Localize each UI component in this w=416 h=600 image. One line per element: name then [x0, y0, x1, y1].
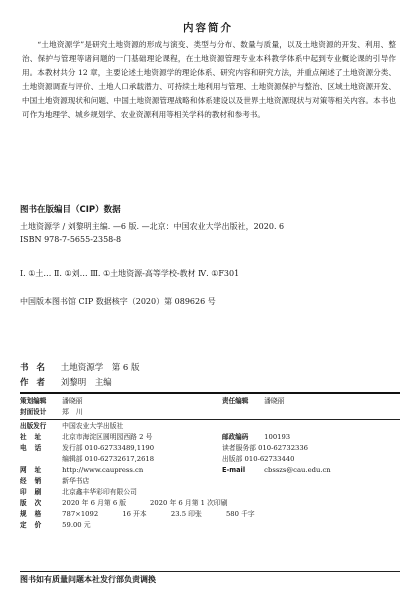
- planning-editor: 潘晓丽: [62, 397, 83, 405]
- spec-size: 787×1092: [62, 510, 99, 518]
- phone-editorial: 编辑部 010-62732617,2618: [62, 455, 155, 463]
- spec-words: 580 千字: [225, 510, 255, 518]
- phone-reader-service: 读者服务部 010-62732336: [222, 444, 309, 452]
- responsible-editor: 潘晓丽: [264, 397, 285, 405]
- footer-rule: [20, 571, 400, 572]
- imprint-row-phone-1: [20, 443, 309, 454]
- phone-publishing: 出版部 010-62733440: [222, 455, 295, 463]
- email-label: E-mail: [222, 466, 246, 474]
- printing-date: 2020 年 6 月第 1 次印刷: [150, 499, 228, 507]
- web-label: 网址: [20, 466, 50, 474]
- phone-distribution: 发行部 010-62733489,1190: [62, 444, 155, 452]
- publisher-label: 出版发行: [20, 422, 47, 430]
- imprint-row-editors: [20, 396, 285, 407]
- spec-format: 16 开本: [122, 510, 147, 518]
- book-title-label: 书名: [20, 363, 54, 373]
- section-title: 内容简介: [183, 22, 233, 34]
- address: 北京市海淀区圆明园西路 2 号: [62, 433, 153, 441]
- imprint-row-address: [20, 432, 291, 443]
- edition-date: 2020 年 6 月第 6 版: [62, 499, 127, 507]
- cover-design-label: 封面设计: [20, 408, 47, 416]
- publisher: 中国农业大学出版社: [62, 422, 124, 430]
- distributor: 新华书店: [62, 477, 90, 485]
- imprint-top-rule: [20, 392, 400, 394]
- cip-library-record: 中国版本图书馆 CIP 数据核字（2020）第 089626 号: [20, 297, 216, 306]
- imprint-row-web: [20, 465, 331, 476]
- imprint-row-cover: [20, 407, 83, 418]
- intro-paragraph: “土地资源学”是研究土地资源的形成与演变、类型与分布、数量与质量，以及土地资源的开发、利用、整治、保护与管理等诸问题的一门基础理论课程，在土地资源管理专业本科教学体系中起到专业概论课的引导作用。本教材共分 12 章，主要论述土地资源学的理论体系、研究内容和研究方法，并重点阐述了土地资源分类、土地资源调查与评价、土地人口承载潜力、可持续土地利用与管理、土地资源保护与整治、区域土地资源开发、中国土地资源现状和问题、中国土地资源管理战略和体系建设以及世界土地资源现状与对策等相关内容。本书也可作为地理学、城乡规划学、农业资源利用等相关学科的教材和参考书。: [22, 40, 396, 119]
- imprint-row-price: [20, 520, 91, 531]
- imprint-row-phone-2: [20, 454, 295, 465]
- spec-label: 规格: [20, 510, 50, 518]
- printer: 北京鑫丰华彩印有限公司: [62, 488, 137, 496]
- printer-label: 印刷: [20, 488, 50, 496]
- address-label: 社址: [20, 433, 50, 441]
- postcode: 100193: [264, 433, 291, 441]
- imprint-row-publisher: [20, 421, 123, 432]
- planning-editor-label: 策划编辑: [20, 397, 47, 405]
- price: 59.00 元: [62, 521, 91, 529]
- edition-label: 版次: [20, 499, 50, 507]
- phone-label: 电话: [20, 444, 50, 452]
- imprint-row-spec: [20, 509, 255, 520]
- book-title-row: [20, 361, 140, 373]
- cip-heading: 图书在版编目（CIP）数据: [20, 205, 121, 215]
- cip-bibliographic-line: 土地资源学 / 刘黎明主编. —6 版. —北京：中国农业大学出版社，2020. 6: [20, 222, 285, 231]
- imprint-row-printer: [20, 487, 137, 498]
- imprint-inner-rule: [20, 419, 400, 420]
- book-title-value: 土地资源学 第 6 版: [60, 363, 140, 373]
- imprint-row-edition: [20, 498, 228, 509]
- footer-notice: 图书如有质量问题本社发行部负责调换: [20, 575, 156, 584]
- cover-design: 郑 川: [62, 408, 83, 416]
- book-author-row: [20, 376, 112, 388]
- book-author-value: 刘黎明 主编: [60, 378, 112, 388]
- price-label: 定价: [20, 521, 50, 529]
- email-address[interactable]: cbsszs@cau.edu.cn: [264, 466, 331, 474]
- book-author-label: 作者: [20, 378, 54, 388]
- responsible-editor-label: 责任编辑: [222, 397, 249, 405]
- cip-classification: Ⅰ. ①土… Ⅱ. ①刘… Ⅲ. ①土地资源-高等学校-教材 Ⅳ. ①F301: [20, 269, 240, 278]
- cip-isbn: ISBN 978-7-5655-2358-8: [20, 235, 122, 244]
- web-address[interactable]: http://www.caupress.cn: [62, 466, 144, 474]
- imprint-row-distributor: [20, 476, 89, 487]
- distributor-label: 经销: [20, 477, 50, 485]
- postcode-label: 邮政编码: [222, 433, 249, 441]
- spec-sheets: 23.5 印张: [170, 510, 202, 518]
